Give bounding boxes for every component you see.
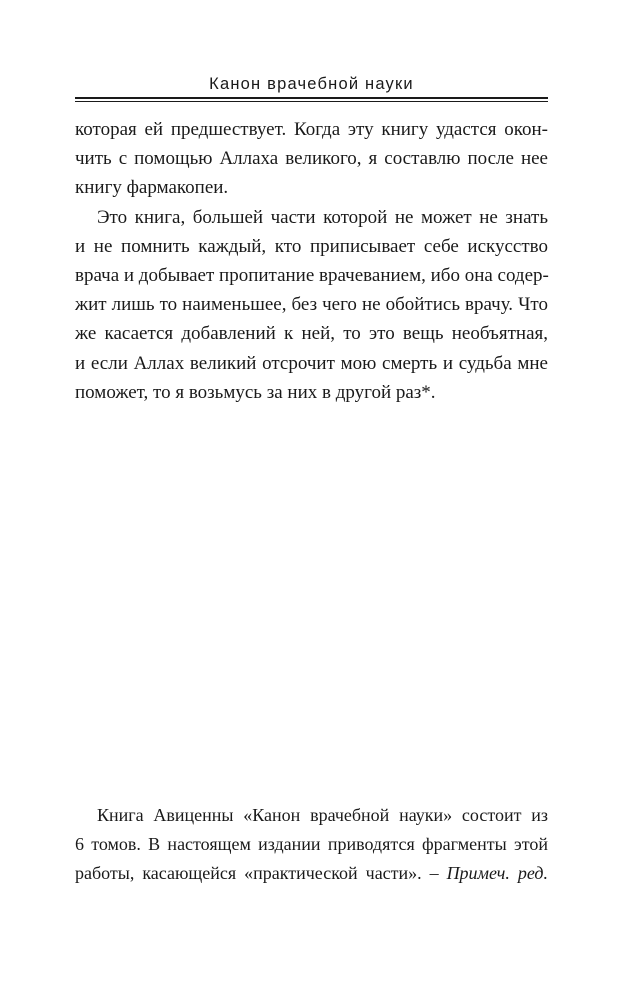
footnote <box>75 801 548 889</box>
running-head: Канон врачебной науки <box>209 75 414 93</box>
header-rule-thin <box>75 101 548 102</box>
main-text <box>75 115 548 407</box>
text-line: поможет, то я возьмусь за них в другой раз*. <box>75 381 436 403</box>
text-line: чить с помощью Аллаха великого, я составлю после нее <box>75 148 548 170</box>
text-line: и не помнить каждый, кто приписывает себе искусство <box>75 235 548 257</box>
editor-note: Примеч. ред. <box>446 863 548 884</box>
footnote-line: Книга Авиценны «Канон врачебной науки» состоит из <box>97 805 548 825</box>
text-line: же касается добавлений к ней, то это вещь необъятная, <box>75 323 548 345</box>
text-line: книгу фармакопеи. <box>75 177 229 199</box>
footnote-line: 6 томов. В настоящем издании приводятся фрагменты этой <box>75 834 548 855</box>
text-line: врача и добывает пропитание врачеванием, ибо она содер- <box>75 264 549 286</box>
text-line: которая ей предшествует. Когда эту книгу удастся окон- <box>75 119 548 140</box>
header-rule-thick <box>75 97 548 99</box>
text-line: жит лишь то наименьшее, без чего не обойтись врачу. Что <box>75 294 548 316</box>
text-line: Это книга, большей части которой не может не знать <box>97 206 548 228</box>
text-line: и если Аллах великий отсрочит мою смерть и судьба мне <box>75 352 548 374</box>
footnote-text: работы, касающейся «практической части». – <box>75 863 447 884</box>
footnote-line-last <box>75 859 548 888</box>
